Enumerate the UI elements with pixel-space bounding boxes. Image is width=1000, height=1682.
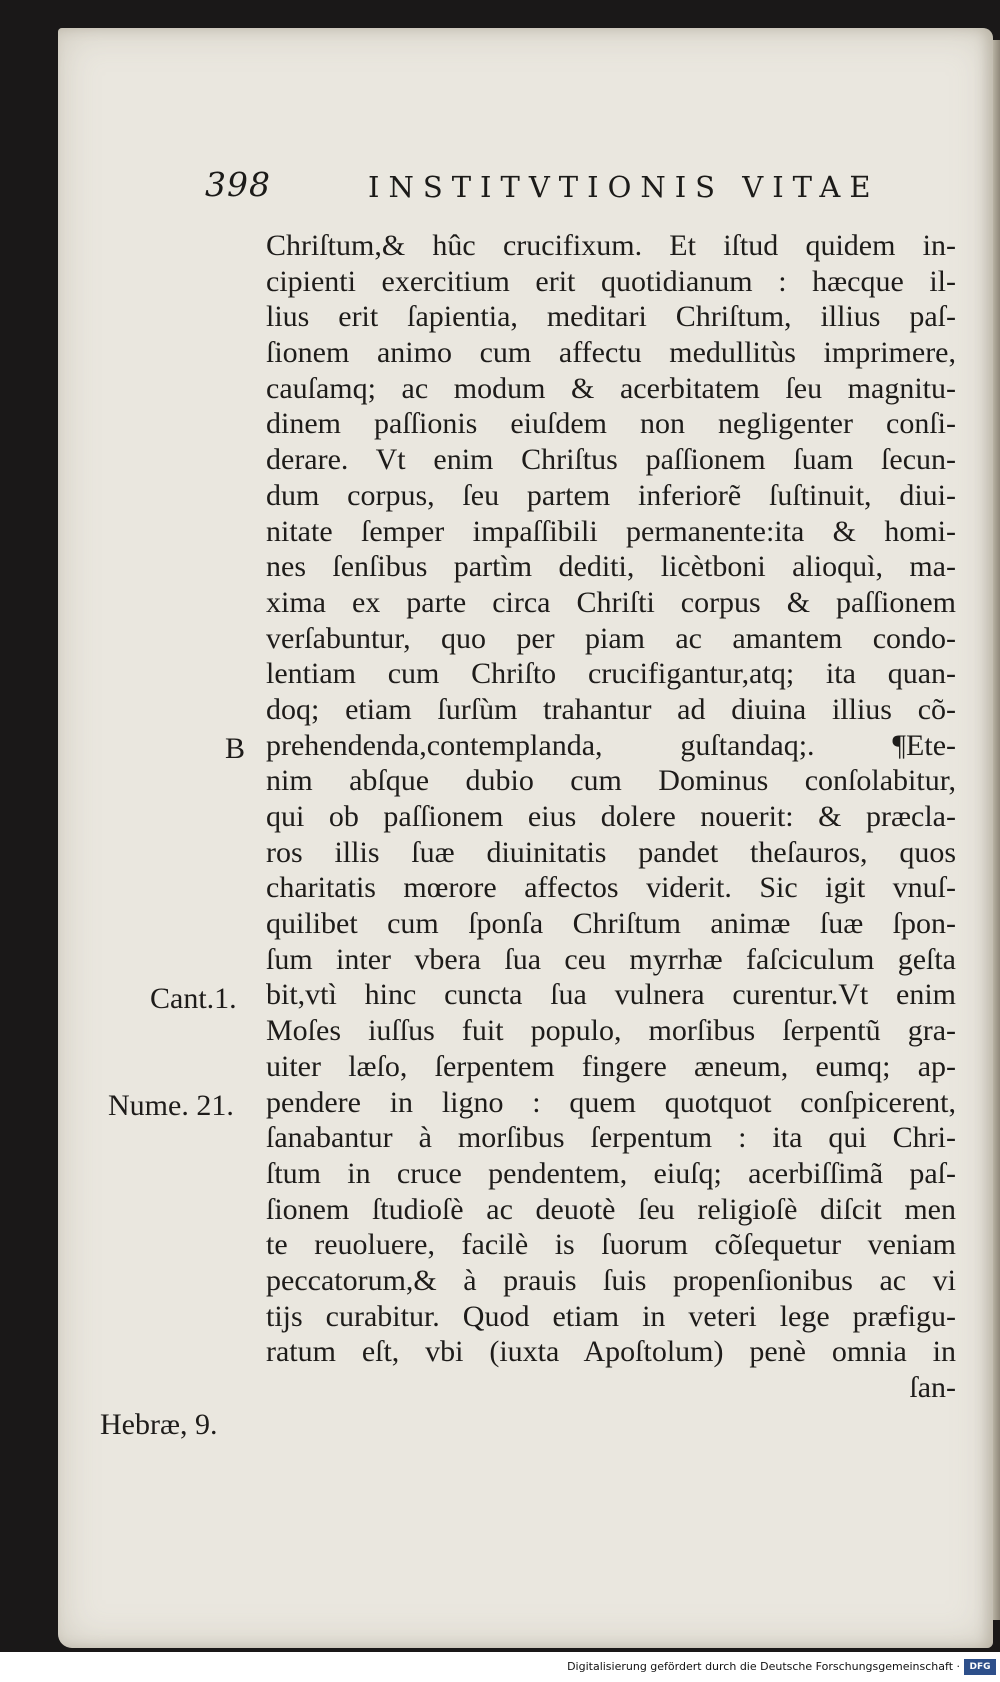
text-line: xima ex parte circa Chriſti corpus & paſſionem [266,585,956,619]
text-line: bit,vtì hinc cuncta ſua vulnera curentur.Vt enim [266,978,956,1012]
text-line: Chriſtum,& hûc crucifixum. Et iſtud quidem in- [266,229,956,262]
text-line: Moſes iuſſus fuit populo, morſibus ſerpentũ gra- [266,1014,956,1048]
text-line: nim abſque dubio cum Dominus conſolabitur, [266,764,956,798]
text-line: ſionem animo cum affectu medullitùs imprimere, [266,336,956,370]
margin-note-cant: Cant.1. [150,982,237,1015]
text-line: lentiam cum Chriſto crucifigantur,atq; ita quan- [266,657,956,691]
text-line: pendere in ligno : quem quotquot conſpicerent, [266,1085,956,1119]
text-line: te reuoluere, facilè is ſuorum cõſequetur veniam [266,1228,956,1262]
text-line: lius erit ſapientia, meditari Chriſtum, illius paſ- [266,300,956,334]
text-line: dinem paſſionis eiuſdem non negligenter conſi- [266,407,956,441]
text-line: prehendenda,contemplanda, guſtandaq;. ¶Ete- [266,728,956,762]
text-line: ſum inter vbera ſua ceu myrrhæ faſciculum geſta [266,942,956,976]
text-line: doq; etiam ſurſùm trahantur ad diuina illius cõ- [266,692,956,726]
text-line: uiter læſo, ſerpentem fingere æneum, eumq; ap- [266,1049,956,1083]
text-line: quilibet cum ſponſa Chriſtum animæ ſuæ ſpon- [266,907,956,941]
text-line: tijs curabitur. Quod etiam in veteri lege præfigu- [266,1299,956,1333]
text-line: ros illis ſuæ diuinitatis pandet theſauros, quos [266,835,956,869]
footer-credit: Digitalisierung gefördert durch die Deutsche Forschungsgemeinschaft · [567,1660,960,1673]
text-line: qui ob paſſionem eius dolere nouerit: & præcla- [266,800,956,833]
text-line: dum corpus, ſeu partem inferiorẽ ſuſtinuit, diui- [266,478,956,512]
text-line: charitatis mœrore affectos viderit. Sic igit vnuſ- [266,871,956,905]
text-line: ſionem ſtudioſè ac deuotè ſeu religioſè diſcit men [266,1192,956,1226]
margin-note-hebr: Hebræ, 9. [100,1408,218,1441]
running-head: INSTITVTIONIS VITAE [368,170,880,204]
body-text [266,228,956,1406]
text-line: nitate ſemper impaſſibili permanente:ita & homi- [266,514,956,548]
text-line: ratum eſt, vbi (iuxta Apoſtolum) penè omnia in [266,1335,956,1369]
text-line: ſanabantur à morſibus ſerpentum : ita qui Chri- [266,1121,956,1155]
text-line: verſabuntur, quo per piam ac amantem condo- [266,621,956,655]
page-number: 398 [205,165,271,204]
text-line: cauſamq; ac modum & acerbitatem ſeu magnitu- [266,371,956,405]
text-line: cipienti exercitium erit quotidianum : hæcque il- [266,264,956,298]
dfg-logo: DFG [964,1659,996,1675]
text-line: ſtum in cruce pendentem, eiuſq; acerbiſſimã paſ- [266,1156,956,1190]
margin-note-nume: Nume. 21. [108,1089,234,1122]
text-line: nes ſenſibus partìm dediti, licètboni alioquì, ma- [266,550,956,584]
text-line: derare. Vt enim Chriſtus paſſionem ſuam ſecun- [266,443,956,477]
catchword: ſan- [909,1371,956,1404]
text-line: peccatorum,& à prauis ſuis propenſionibus ac vi [266,1263,956,1297]
margin-note-b: B [225,732,246,765]
